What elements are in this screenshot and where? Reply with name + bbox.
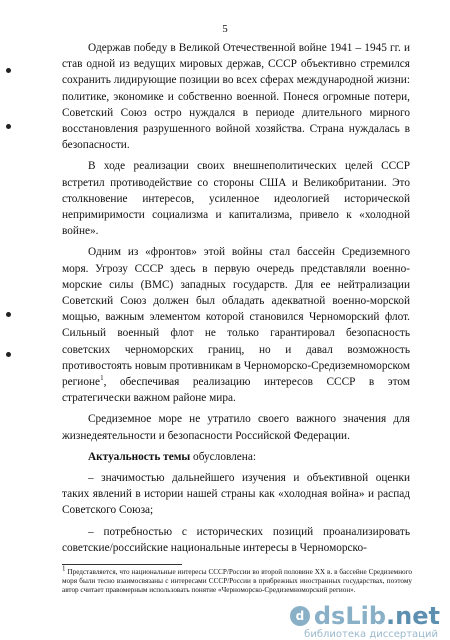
bullet-1: – значимостью дальнейшего изучения и объективной оценки таких явлений в истории нашей страны как «холодная война» и распад Советского Союза; (62, 472, 410, 517)
footnote-marker: 1 (62, 564, 66, 573)
binding-dot-4 (6, 352, 11, 357)
dslib-watermark (290, 602, 440, 640)
bullet-2: – потребностью с исторических позиций проанализировать советские/российские национальные интересы в Черноморско- (62, 525, 410, 554)
dslib-subtitle: библиотека диссертаций (304, 629, 438, 640)
body-text (62, 40, 410, 556)
footnote-divider (62, 564, 182, 565)
binding-dot-1 (6, 68, 11, 73)
footnote-reference: 1 (100, 374, 104, 383)
dslib-logo-text: dsLib.net (313, 602, 440, 630)
paragraph-1: Одержав победу в Великой Отечественной войне 1941 – 1945 гг. и став одной из ведущих мировых держав, СССР объективно стремился сохранить лидирующие позиции во всех сферах международной жизни: политике, экономике и собственно военной. Понеся огромные потери, Советский Союз остро нуждался в периоде длительного мирного восстановления разрушенного войной хозяйства. Страна нуждалась в безопасности. (62, 42, 410, 152)
footnote-text: Представляется, что национальные интересы СССР/России во второй половине XX в. в бассейне Средиземного моря были тесно взаимосвязаны с интересами СССР/России в прибрежных иностранных государствах, поэтому автор считает правомерным использовать понятие «Черноморско-Средиземноморский регион». (62, 568, 413, 594)
dslib-logo-icon: d (290, 606, 310, 626)
footnote (62, 564, 413, 595)
paragraph-3: Одним из «фронтов» этой войны стал бассейн Средиземного моря. Угрозу СССР здесь в первую очередь представляли военно-морские силы (ВМС) западных государств. Для ее нейтрализации Советский Союз должен был обладать адекватной военно-морской мощью, важным элементом которой становился Черноморский флот. Сильный военный флот не только гарантировал безопасность советских черноморских границ, но и давал возможность противостоять новым противникам в Черноморско-Средиземноморском регионе$^1$, обеспечивая реализацию интересов СССР в этом стратегически важном районе мира. (62, 246, 410, 405)
paragraph-2: В ходе реализации своих внешнеполитических целей СССР встретил противодействие со стороны США и Великобритании. Это столкновение интересов, усиленное идеологией исторической непримиримости социализма и капитализма, привело к «холодной войне». (62, 160, 410, 238)
relevance-line (62, 449, 410, 465)
page-number: 5 (222, 23, 228, 35)
relevance-rest: обусловлена: (190, 450, 257, 463)
paragraph-3-tail: обеспечивая реализацию интересов СССР в этом стратегически важном районе мира. (62, 376, 410, 405)
paragraph-4: Средиземное море не утратило своего важного значения для жизнедеятельности и безопасности Российской Федерации. (62, 413, 410, 442)
paragraph-3-text: Одним из «фронтов» этой войны стал бассейн Средиземного моря. Угрозу СССР здесь в первую очередь представляли военно-морские силы (ВМС) западных государств. Для ее нейтрализации Советский Союз должен был обладать адекватной военно-морской мощью, важным элементом которой становился Черноморский флот. Сильный военный флот не только гарантировал безопасность советских черноморских границ, но и давал возможность противостоять новым противникам в Черноморско-Средиземноморском регионе (62, 246, 410, 389)
binding-dot-2 (6, 124, 11, 129)
binding-dot-3 (6, 312, 11, 317)
relevance-heading: Актуальность темы (88, 450, 191, 463)
